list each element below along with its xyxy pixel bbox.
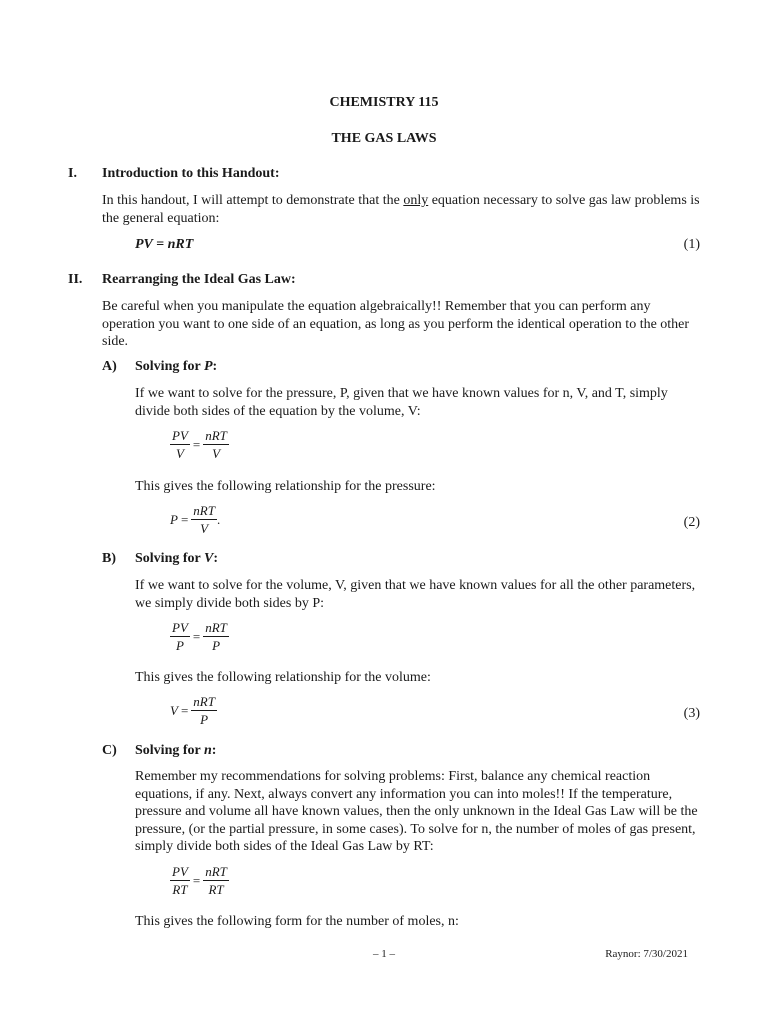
subsection-c-label: C)	[102, 743, 117, 758]
subsection-a-text: If we want to solve for the pressure, P, given that we have known values for n, V, and T, simply divide both sides of the equation by the volume, V:	[135, 386, 668, 419]
subsection-c-result-text: This gives the following form for the number of moles, n:	[135, 914, 459, 929]
equation-1-number: (1)	[683, 237, 700, 252]
subsection-c-heading: Solving for n:	[135, 743, 217, 758]
subsection-b-text: If we want to solve for the volume, V, given that we have known values for all the other parameters, we simply divide both sides by P:	[135, 578, 696, 611]
section-1-number: I.	[68, 166, 77, 181]
equation-c1: $\frac{PV}{RT}$ = $\frac{\text{nRT}}{RT}$	[172, 864, 227, 897]
equation-3: V = $\frac{\text{nRT}}{P}$	[170, 694, 215, 727]
equation-2-number: (2)	[683, 515, 700, 530]
section-1-paragraph: In this handout, I will attempt to demonstrate that the only equation necessary to solve gas law problems is the general equation:	[102, 193, 700, 226]
subsection-b-label: B)	[102, 551, 116, 566]
equation-b1: $\frac{PV}{P}$ = $\frac{\text{nRT}}{P}$	[172, 620, 227, 653]
section-2-intro: Be careful when you manipulate the equation algebraically!! Remember that you can perform any operation you want to one side of an equation, as long as you perform the identical operation to the other side.	[102, 299, 690, 349]
footer-author-date: Raynor: 7/30/2021	[605, 948, 688, 960]
document-title: CHEMISTRY 115	[329, 95, 439, 110]
equation-1: PV = nRT	[135, 237, 194, 252]
subsection-b-heading: Solving for V:	[135, 551, 218, 566]
subsection-c-text: Remember my recommendations for solving problems: First, balance any chemical reaction equations, if any. Next, always convert any information you can into moles!! If the temperature, pressure and volume all have known values, then the only unknown in the Ideal Gas Law will be the pressure, (or the partial pressure, in some cases). To solve for n, the number of moles of gas present, simply divide both sides of the Ideal Gas Law by RT:	[135, 769, 698, 854]
subsection-b-result-text: This gives the following relationship for the volume:	[135, 670, 431, 685]
equation-2: P = $\frac{\text{nRT}}{V}$ .	[170, 503, 221, 536]
equation-a1: $\frac{PV}{V}$ = $\frac{\text{nRT}}{V}$	[172, 428, 227, 461]
document-subtitle: THE GAS LAWS	[331, 131, 437, 146]
subsection-a-heading: Solving for P:	[135, 359, 218, 374]
page-number: – 1 –	[373, 948, 395, 960]
section-2-heading: Rearranging the Ideal Gas Law:	[102, 272, 296, 287]
section-1-heading: Introduction to this Handout:	[102, 166, 280, 181]
subsection-a-result-text: This gives the following relationship for the pressure:	[135, 479, 436, 494]
subsection-a-label: A)	[102, 359, 117, 374]
equation-3-number: (3)	[683, 706, 700, 721]
section-2-number: II.	[68, 272, 83, 287]
